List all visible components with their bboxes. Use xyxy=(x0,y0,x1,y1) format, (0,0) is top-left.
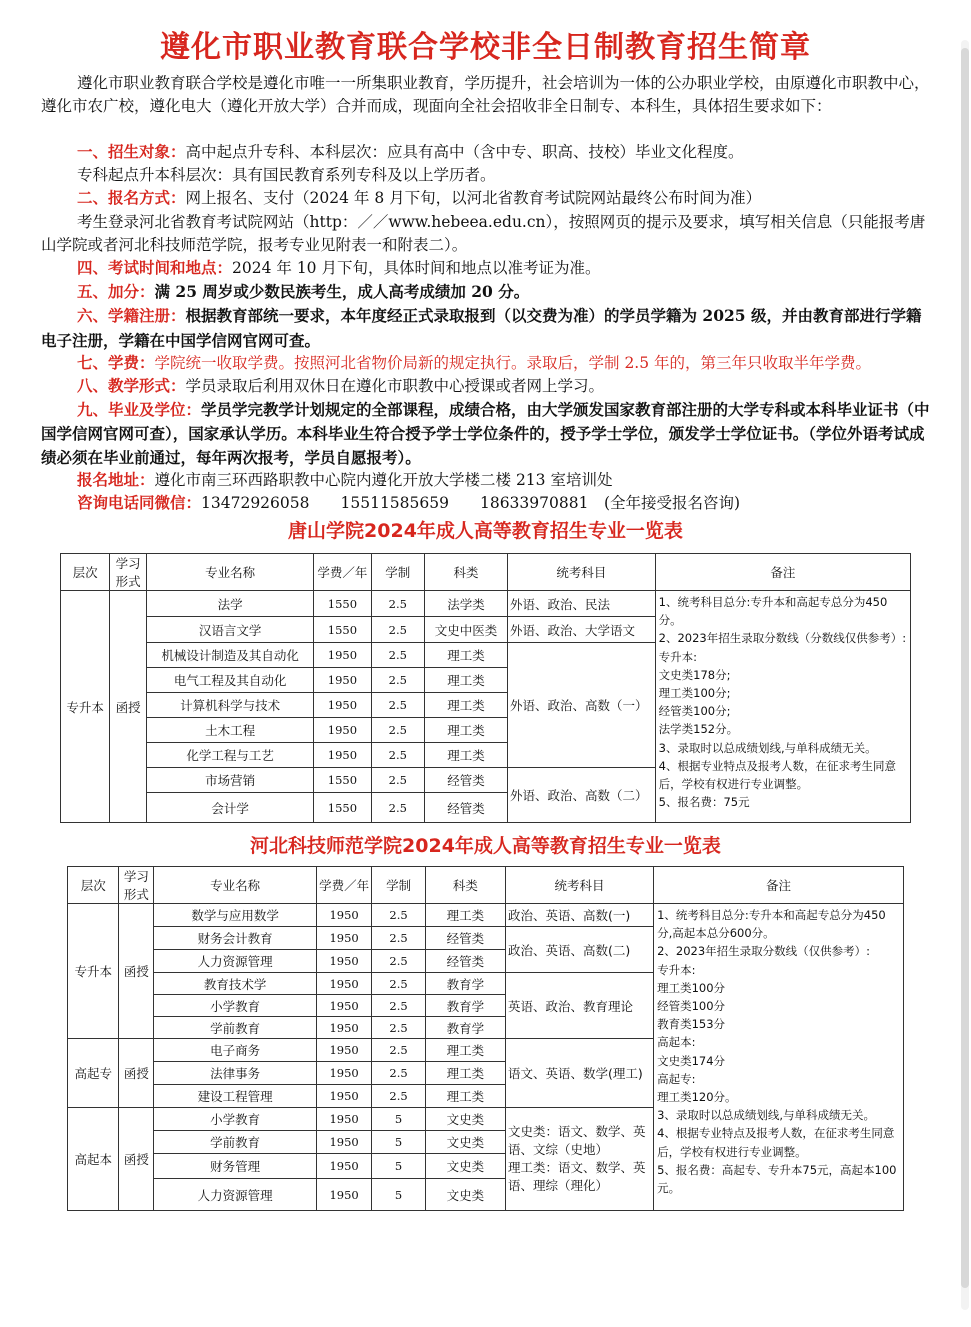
note-line: 专升本: xyxy=(658,649,698,664)
years-cell: 2.5 xyxy=(371,668,424,693)
category-cell: 教育学 xyxy=(425,995,505,1017)
level-cell: 高起本 xyxy=(68,1108,119,1211)
header-notes: 备注 xyxy=(655,554,910,591)
level-cell: 高起专 xyxy=(68,1039,119,1108)
note-line: 1、统考科目总分:专升本和高起专总分为450分。 xyxy=(658,595,888,628)
section-8-heading: 八、教学形式： xyxy=(77,377,186,396)
scrollbar-thumb[interactable] xyxy=(961,48,969,1288)
years-cell: 2.5 xyxy=(372,1085,425,1108)
fee-cell: 1950 xyxy=(316,1179,372,1211)
category-cell: 理工类 xyxy=(425,1062,505,1085)
fee-cell: 1950 xyxy=(314,718,371,743)
form-cell: 函授 xyxy=(119,904,154,1039)
header-form: 学习形式 xyxy=(119,867,154,904)
section-2-body-2: 考生登录河北省教育考试院网站（http：／／www.hebeea.edu.cn），按照网页的提示及要求，填写相关信息（只能报考唐山学院或者河北科技师范学院，报考专业见附表一和附表二）。 xyxy=(41,212,926,254)
subjects-cell: 英语、政治、教育理论 xyxy=(506,973,654,1039)
major-cell: 学前教育 xyxy=(154,1131,316,1154)
major-cell: 人力资源管理 xyxy=(154,1179,316,1211)
section-2 xyxy=(41,187,931,210)
fee-cell: 1950 xyxy=(316,1085,372,1108)
header-fee: 学费／年 xyxy=(314,554,371,591)
subjects-cell: 外语、政治、高数（二） xyxy=(508,768,656,823)
section-4-heading: 四、考试时间和地点： xyxy=(77,259,233,278)
years-cell: 2.5 xyxy=(372,995,425,1017)
subjects-cell: 外语、政治、高数（一） xyxy=(508,643,656,768)
page-title: 遵化市职业教育联合学校非全日制教育招生简章 xyxy=(160,30,811,65)
section-6-body: 根据教育部统一要求，本年度经正式录取报到（以交费为准）的学员学籍为 2025 级，并由教育部进行学籍电子注册，学籍在中国学信网官网可查。 xyxy=(41,306,922,350)
note-line: 法学类152分。 xyxy=(658,722,739,737)
note-line: 5、报名费：高起专、专升本75元，高起本100元。 xyxy=(657,1162,897,1196)
fee-cell: 1950 xyxy=(314,743,371,768)
header-major: 专业名称 xyxy=(154,867,316,904)
note-line: 文史类174分 xyxy=(657,1053,726,1068)
table2-header-row xyxy=(68,867,904,904)
intro-paragraph: 遵化市职业教育联合学校是遵化市唯一一所集职业教育，学历提升，社会培训为一体的公办职业学校，由原遵化市职教中心，遵化市农广校，遵化电大（遵化开放大学）合并而成，现面向全社会招收非全日制专、本科生，具体招生要求如下： xyxy=(41,74,930,116)
header-years: 学制 xyxy=(372,867,425,904)
form-cell: 函授 xyxy=(119,1108,154,1211)
section-7 xyxy=(41,352,931,375)
section-5-body: 满 25 周岁或少数民族考生，成人高考成绩加 20 分。 xyxy=(154,282,530,302)
header-years: 学制 xyxy=(371,554,424,591)
note-line: 文史类178分; xyxy=(658,667,731,682)
years-cell: 2.5 xyxy=(371,591,424,617)
form-cell: 函授 xyxy=(119,1039,154,1108)
subjects-cell: 外语、政治、民法 xyxy=(508,591,656,617)
major-cell: 电气工程及其自动化 xyxy=(147,668,314,693)
header-subjects: 统考科目 xyxy=(506,867,654,904)
note-line: 专升本: xyxy=(657,962,696,977)
years-cell: 2.5 xyxy=(371,693,424,718)
section-1-body-2: 专科起点升本科层次：具有国民教育系列专科及以上学历者。 xyxy=(77,166,496,185)
fee-cell: 1950 xyxy=(314,668,371,693)
major-cell: 学前教育 xyxy=(154,1017,316,1039)
note-line: 4、根据专业特点及报考人数，在征求考生同意后，学校有权进行专业调整。 xyxy=(658,758,896,792)
category-cell: 理工类 xyxy=(425,904,505,927)
section-5-heading: 五、加分： xyxy=(77,283,155,302)
header-subjects: 统考科目 xyxy=(508,554,656,591)
table1-title: 唐山学院2024年成人高等教育招生专业一览表 xyxy=(288,520,683,542)
fee-cell: 1550 xyxy=(314,617,371,643)
sections xyxy=(41,141,931,515)
section-9 xyxy=(41,398,931,469)
major-cell: 法律事务 xyxy=(154,1062,316,1085)
section-2-heading: 二、报名方式： xyxy=(77,189,186,208)
major-cell: 数学与应用数学 xyxy=(154,904,316,927)
category-cell: 教育学 xyxy=(425,973,505,995)
category-cell: 经管类 xyxy=(424,793,507,823)
section-7-heading: 七、学费： xyxy=(77,353,155,372)
category-cell: 文史类 xyxy=(425,1108,505,1131)
fee-cell: 1950 xyxy=(316,1017,372,1039)
header-fee: 学费／年 xyxy=(316,867,372,904)
years-cell: 2.5 xyxy=(371,768,424,793)
note-line: 高起本: xyxy=(657,1035,696,1050)
major-cell: 财务管理 xyxy=(154,1154,316,1179)
signup-address-label: 报名地址： xyxy=(77,470,155,489)
subjects-cell: 政治、英语、高数(一) xyxy=(506,904,654,927)
subjects-cell: 外语、政治、大学语文 xyxy=(508,617,656,643)
fee-cell: 1950 xyxy=(316,950,372,973)
subjects-cell: 语文、英语、数学(理工) xyxy=(506,1039,654,1108)
header-category: 科类 xyxy=(424,554,507,591)
category-cell: 法学类 xyxy=(424,591,507,617)
major-cell: 建设工程管理 xyxy=(154,1085,316,1108)
years-cell: 5 xyxy=(372,1154,425,1179)
major-cell: 汉语言文学 xyxy=(147,617,314,643)
category-cell: 理工类 xyxy=(424,668,507,693)
note-line: 理工类100分 xyxy=(657,980,726,995)
category-cell: 理工类 xyxy=(424,693,507,718)
years-cell: 2.5 xyxy=(372,904,425,927)
fee-cell: 1950 xyxy=(316,904,372,927)
level-cell: 专升本 xyxy=(68,904,119,1039)
note-line: 1、统考科目总分:专升本和高起专总分为450分,高起本总分600分。 xyxy=(657,908,886,941)
header-category: 科类 xyxy=(425,867,505,904)
level-cell: 专升本 xyxy=(61,591,110,823)
section-8 xyxy=(41,375,931,398)
major-cell: 小学教育 xyxy=(154,1108,316,1131)
category-cell: 经管类 xyxy=(425,927,505,950)
major-cell: 人力资源管理 xyxy=(154,950,316,973)
note-line: 3、录取时以总成绩划线,与单科成绩无关。 xyxy=(658,740,877,755)
section-8-body: 学员录取后利用双休日在遵化市职教中心授课或者网上学习。 xyxy=(185,377,605,396)
section-6-heading: 六、学籍注册： xyxy=(77,307,186,326)
category-cell: 理工类 xyxy=(425,1039,505,1062)
section-1 xyxy=(41,141,931,164)
major-cell: 会计学 xyxy=(147,793,314,823)
years-cell: 5 xyxy=(372,1179,425,1211)
category-cell: 文史类 xyxy=(425,1154,505,1179)
section-2-body: 网上报名、支付（2024 年 8 月下旬，以河北省教育考试院网站最终公布时间为准） xyxy=(185,189,762,208)
note-line: 教育类153分 xyxy=(657,1017,726,1032)
major-cell: 土木工程 xyxy=(147,718,314,743)
subjects-cell xyxy=(506,1108,654,1211)
major-cell: 计算机科学与技术 xyxy=(147,693,314,718)
section-7-body: 学院统一收取学费。按照河北省物价局新的规定执行。录取后，学制 2.5 年的，第三年只收取半年学费。 xyxy=(154,353,872,372)
years-cell: 2.5 xyxy=(372,950,425,973)
category-cell: 教育学 xyxy=(425,1017,505,1039)
note-line: 理工类120分。 xyxy=(657,1090,737,1105)
note-line: 5、报名费：75元 xyxy=(658,795,750,810)
major-cell: 市场营销 xyxy=(147,768,314,793)
category-cell: 文史中医类 xyxy=(424,617,507,643)
subjects-line: 文史类：语文、数学、英语、文综（史地） xyxy=(508,1124,646,1157)
fee-cell: 1550 xyxy=(314,793,371,823)
table2-title: 河北科技师范学院2024年成人高等教育招生专业一览表 xyxy=(250,835,721,857)
note-line: 3、录取时以总成绩划线,与单科成绩无关。 xyxy=(657,1108,876,1123)
category-cell: 理工类 xyxy=(424,718,507,743)
fee-cell: 1950 xyxy=(316,1108,372,1131)
table-row xyxy=(61,591,911,617)
table-row xyxy=(68,904,904,927)
note-line: 高起专: xyxy=(657,1071,696,1086)
signup-address-value: 遵化市南三环西路职教中心院内遵化开放大学楼二楼 213 室培训处 xyxy=(154,470,613,489)
major-cell: 机械设计制造及其自动化 xyxy=(147,643,314,668)
fee-cell: 1950 xyxy=(316,1154,372,1179)
major-cell: 教育技术学 xyxy=(154,973,316,995)
major-cell: 电子商务 xyxy=(154,1039,316,1062)
fee-cell: 1950 xyxy=(314,643,371,668)
signup-address xyxy=(41,469,931,492)
section-9-body: 学员学完教学计划规定的全部课程，成绩合格，由大学颁发国家教育部注册的大学专科或本科毕业证书（中国学信网官网可查），国家承认学历。本科毕业生符合授予学士学位条件的，授予学士学位，颁发学士学位证书。（学位外语考试成绩必须在毕业前通过，每年两次报考，学员自愿报考）。 xyxy=(41,400,930,467)
section-1-heading: 一、招生对象： xyxy=(77,143,186,161)
category-cell: 文史类 xyxy=(425,1179,505,1211)
years-cell: 2.5 xyxy=(371,793,424,823)
note-line: 理工类100分; xyxy=(658,686,731,701)
header-major: 专业名称 xyxy=(147,554,314,591)
fee-cell: 1950 xyxy=(314,693,371,718)
note-line: 经管类100分 xyxy=(657,999,726,1014)
section-5 xyxy=(41,280,931,304)
subjects-cell: 政治、英语、高数(二) xyxy=(506,927,654,973)
section-1-body: 高中起点升专科、本科层次：应具有高中（含中专、职高、技校）毕业文化程度。 xyxy=(185,143,744,161)
header-level: 层次 xyxy=(68,867,119,904)
section-9-heading: 九、毕业及学位： xyxy=(77,401,202,420)
form-cell: 函授 xyxy=(110,591,147,823)
fee-cell: 1550 xyxy=(314,591,371,617)
section-4-body: 2024 年 10 月下旬，具体时间和地点以准考证为准。 xyxy=(232,259,601,278)
fee-cell: 1950 xyxy=(316,973,372,995)
table1 xyxy=(60,553,911,823)
category-cell: 理工类 xyxy=(425,1085,505,1108)
fee-cell: 1950 xyxy=(316,1039,372,1062)
header-form: 学习形式 xyxy=(110,554,147,591)
years-cell: 2.5 xyxy=(372,1017,425,1039)
section-6 xyxy=(41,304,931,351)
years-cell: 2.5 xyxy=(372,1062,425,1085)
years-cell: 2.5 xyxy=(371,718,424,743)
contact-phones-label: 咨询电话同微信： xyxy=(77,494,202,513)
major-cell: 法学 xyxy=(147,591,314,617)
years-cell: 2.5 xyxy=(371,643,424,668)
years-cell: 2.5 xyxy=(372,1039,425,1062)
years-cell: 2.5 xyxy=(372,927,425,950)
category-cell: 理工类 xyxy=(424,743,507,768)
fee-cell: 1950 xyxy=(316,1062,372,1085)
header-notes: 备注 xyxy=(654,867,904,904)
contact-phones-value: 13472926058 15511585659 18633970881 (全年接受报名咨询) xyxy=(201,494,741,513)
years-cell: 5 xyxy=(372,1108,425,1131)
table2 xyxy=(67,866,904,1211)
fee-cell: 1550 xyxy=(314,768,371,793)
notes-cell xyxy=(655,591,910,823)
category-cell: 理工类 xyxy=(424,643,507,668)
note-line: 2、2023年招生录取分数线（分数线仅供参考）: xyxy=(658,631,907,646)
note-line: 4、根据专业特点及报考人数，在征求考生同意后，学校有权进行专业调整。 xyxy=(657,1126,895,1159)
fee-cell: 1950 xyxy=(316,995,372,1017)
years-cell: 2.5 xyxy=(372,973,425,995)
fee-cell: 1950 xyxy=(316,927,372,950)
years-cell: 5 xyxy=(372,1131,425,1154)
category-cell: 经管类 xyxy=(424,768,507,793)
note-line: 2、2023年招生录取分数线（仅供参考）: xyxy=(657,944,871,959)
major-cell: 化学工程与工艺 xyxy=(147,743,314,768)
major-cell: 小学教育 xyxy=(154,995,316,1017)
fee-cell: 1950 xyxy=(316,1131,372,1154)
notes-cell xyxy=(654,904,904,1211)
note-line: 经管类100分; xyxy=(658,704,731,719)
section-4 xyxy=(41,257,931,280)
category-cell: 文史类 xyxy=(425,1131,505,1154)
header-level: 层次 xyxy=(61,554,110,591)
contact-phones xyxy=(41,492,931,515)
category-cell: 经管类 xyxy=(425,950,505,973)
table1-header-row xyxy=(61,554,911,591)
years-cell: 2.5 xyxy=(371,617,424,643)
years-cell: 2.5 xyxy=(371,743,424,768)
subjects-line: 理工类：语文、数学、英语、理综（理化） xyxy=(508,1160,646,1193)
vertical-scrollbar[interactable] xyxy=(961,40,969,1310)
major-cell: 财务会计教育 xyxy=(154,927,316,950)
